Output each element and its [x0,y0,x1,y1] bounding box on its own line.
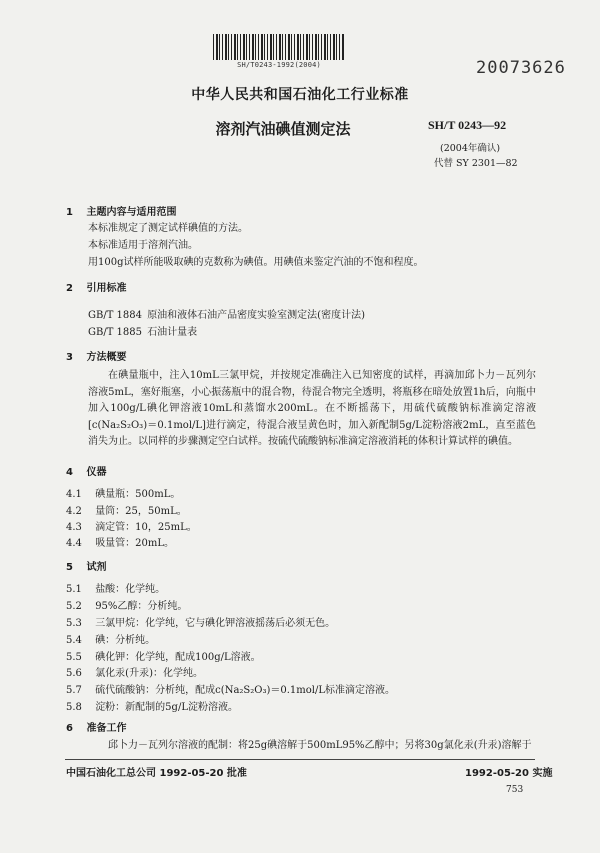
barcode [213,34,345,60]
list-item [66,681,395,696]
item-number: 4.3 [66,522,82,533]
section-5-heading [66,558,106,573]
reference-code: GB/T 1885 [88,327,143,338]
section-1-heading [66,203,176,218]
paragraph: 在碘量瓶中，注入10mL三氯甲烷，并按规定准确注入已知密度的试样，再滴加邱卜力－瓦列尔溶液5mL，塞好瓶塞，小心振荡瓶中的混合物，待混合物完全透明，将瓶移在暗处放置1h后，向瓶中加入100g/L碘化钾溶液10mL和蒸馏水200mL。在不断摇荡下，用硫代硫酸钠标准滴定溶液[c(Na₂S₂O₃)＝0.1mol/L]进行滴定，待混合液呈黄色时，加入新配制5g/L淀粉溶液2mL，直至蓝色消失为止。以同样的步骤测定空白试样。按硫代硫酸钠标准滴定溶液消耗的体积计算试样的碘值。 [88,370,536,447]
page-number: 753 [506,785,524,795]
item-text: 碘量瓶：500mL。 [95,489,181,500]
reference-code: GB/T 1884 [88,310,143,321]
archive-number: 20073626 [476,58,566,78]
paragraph: 用100g试样所能吸取碘的克数称为碘值。用碘值来鉴定汽油的不饱和程度。 [88,257,424,268]
reference-title: 原油和液体石油产品密度实验室测定法(密度计法) [147,310,365,321]
item-number: 4.2 [66,506,82,517]
list-item [66,648,261,663]
reference-item [88,306,365,321]
barcode-text: SH/T0243-1992(2004) [237,61,321,69]
doc-title: 溶剂汽油碘值测定法 [215,120,351,138]
approval-line: 中国石油化工总公司 1992-05-20 批准 [66,768,247,779]
section-3-heading [66,348,126,363]
section-number: 1 [66,207,73,218]
item-text: 硫代硫酸钠：分析纯，配成c(Na₂S₂O₃)＝0.1mol/L标准滴定溶液。 [95,685,395,696]
list-item [66,534,174,549]
item-text: 氯化汞(升汞)：化学纯。 [95,668,203,679]
item-number: 5.3 [66,618,82,629]
reference-title: 石油计量表 [147,327,198,338]
section-2-heading [66,279,126,294]
item-text: 95%乙醇：分析纯。 [95,601,188,612]
reference-item [88,323,197,338]
section-6-heading [66,719,126,734]
list-item [66,580,165,595]
item-number: 4.4 [66,538,82,549]
section-title: 仪器 [86,467,107,478]
item-number: 5.2 [66,601,82,612]
list-item [66,597,187,612]
item-text: 碘化钾：化学纯，配成100g/L溶液。 [95,652,261,663]
item-text: 盐酸：化学纯。 [95,584,166,595]
standard-number: SH/T 0243—92 [428,118,507,132]
section-number: 4 [66,467,73,478]
section-number: 6 [66,723,73,734]
paragraph: 本标准规定了测定试样碘值的方法。 [88,223,248,234]
paragraph: 本标准适用于溶剂汽油。 [88,240,198,251]
section-number: 2 [66,283,73,294]
item-text: 淀粉：新配制的5g/L淀粉溶液。 [95,702,238,713]
item-text: 三氯甲烷：化学纯，它与碘化钾溶液摇荡后必须无色。 [95,618,336,629]
replaces-standard: 代替 SY 2301—82 [434,158,518,169]
footer-divider [65,759,535,760]
section-title: 主题内容与适用范围 [86,207,177,218]
list-item [66,518,197,533]
item-number: 5.7 [66,685,82,696]
section-title: 准备工作 [86,723,127,734]
item-number: 4.1 [66,489,82,500]
list-item [66,631,155,646]
confirmed-year: (2004年确认) [440,143,501,154]
paragraph: 邱卜力－瓦列尔溶液的配制：将25g碘溶解于500mL95%乙醇中；另将30g氯化汞(升汞)溶解于 [108,740,532,751]
item-text: 吸量管：20mL。 [95,538,175,549]
list-item [66,698,238,713]
list-item [66,664,203,679]
list-item [66,502,187,517]
org-title: 中华人民共和国石油化工行业标准 [191,87,409,103]
item-text: 滴定管：10，25mL。 [95,522,197,533]
item-number: 5.6 [66,668,82,679]
item-text: 量筒：25，50mL。 [95,506,187,517]
item-number: 5.4 [66,635,82,646]
item-text: 碘：分析纯。 [95,635,156,646]
item-number: 5.8 [66,702,82,713]
section-4-heading [66,463,106,478]
implementation-date: 1992-05-20 实施 [465,768,553,779]
section-number: 3 [66,352,73,363]
list-item [66,614,335,629]
item-number: 5.5 [66,652,82,663]
section-title: 引用标准 [86,283,127,294]
section-number: 5 [66,562,73,573]
list-item [66,485,180,500]
section-title: 方法概要 [86,352,127,363]
section-title: 试剂 [86,562,107,573]
item-number: 5.1 [66,584,82,595]
